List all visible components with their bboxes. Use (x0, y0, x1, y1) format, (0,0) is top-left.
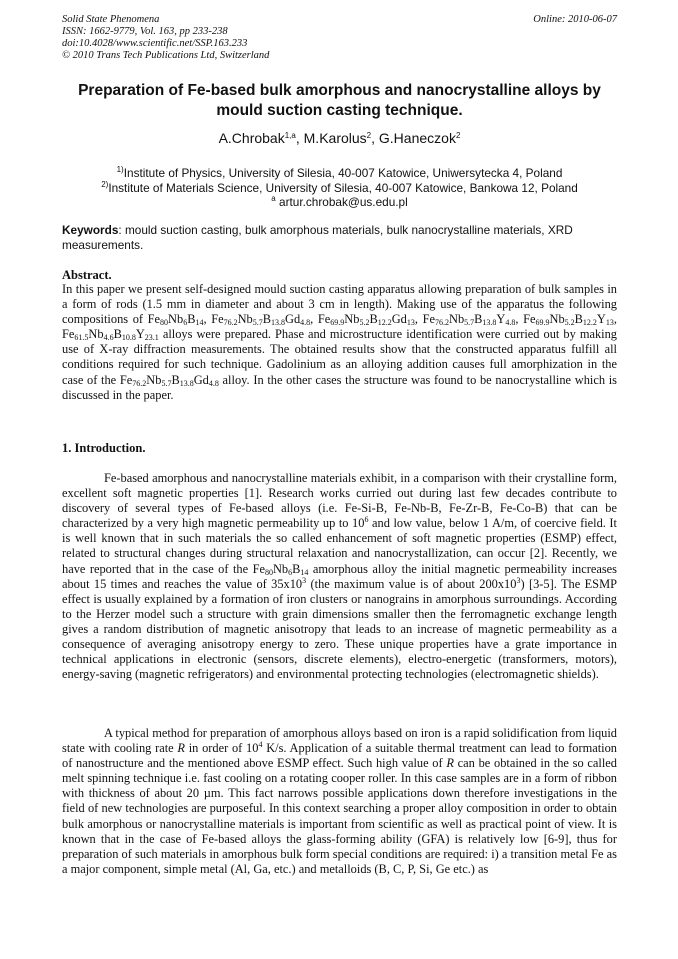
issn-line: ISSN: 1662-9779, Vol. 163, pp 233-238 (62, 26, 228, 37)
element-index: 80 (160, 318, 169, 328)
affiliation-2 (62, 181, 617, 195)
email-address: artur.chrobak@us.edu.pl (275, 195, 408, 209)
element-symbol: Fe (147, 312, 161, 327)
formula-1-repeat (253, 562, 309, 576)
author-list (62, 130, 617, 146)
intro-p1-text-c: amorphous alloy the initial magnetic permeability increases about 15 times and reaches the value of 35x10 (62, 561, 617, 591)
element-symbol: Nb (146, 372, 162, 387)
author-3: , G.Haneczok (371, 130, 456, 146)
element-index: 69.9 (535, 318, 550, 328)
formula-1 (148, 312, 204, 326)
element-index: 5.2 (564, 318, 575, 328)
journal-header (62, 14, 617, 62)
element-index: 6 (288, 567, 293, 577)
intro-p2-text-d: can be obtained in the so called melt spinning technique i.e. fast cooling on a rotating cooper roller. In this case samples are in a form of ribbon with thickness of about 20 µm. This fact narrows possible applications down therefore investigations in the field of new technologies are purposeful. In this context searching a proper alloy composition in order to obtain bulk amorphous or nanocrystalline materials is important from scientific as well as practical point of view. It is known that in the case of Fe-based alloys the glass-forming ability (GFA) is relatively low [6-9], thus for preparation of such materials in amorphous bulk form special conditions are required: i) a transition metal Fe as a major component, simple metal (Al, Ga, etc.) and metalloids (B, C, P, Si, Ge etc.) as (62, 756, 617, 876)
keywords (62, 223, 617, 253)
element-index: 69.9 (330, 318, 345, 328)
doi-line: doi:10.4028/www.scientific.net/SSP.163.233 (62, 38, 248, 49)
element-symbol: Fe (62, 327, 75, 342)
exponent: 4 (258, 740, 263, 750)
element-index: 6 (183, 318, 188, 328)
element-index: 14 (195, 318, 204, 328)
exponent: 3 (516, 575, 521, 585)
element-index: 5.7 (464, 318, 475, 328)
formula-2-repeat (120, 373, 219, 387)
intro-paragraph-2 (62, 726, 617, 877)
affiliation-2-marker: 2) (101, 180, 109, 189)
element-symbol: B (369, 312, 378, 327)
element-symbol: Nb (237, 312, 253, 327)
intro-p2-text-a: A typical method for preparation of amorphous alloys based on iron is a rapid solidification from liquid state with cooling rate (62, 726, 617, 756)
element-symbol: B (574, 312, 583, 327)
separator: , (310, 312, 318, 327)
intro-p2-text-b: in order of 10 (185, 741, 259, 756)
cooling-rate-symbol: R (177, 741, 185, 756)
element-symbol: Y (596, 312, 606, 327)
title-line-1: Preparation of Fe-based bulk amorphous and nanocrystalline alloys by (78, 82, 601, 99)
intro-p1-text-e: ) [3-5]. The ESMP effect is usually explained by a formation of iron clusters or nanograins in amorphous surroundings. According to the Herzer model such a structure with grain dimensions smaller then the ferromagnetic exchange length gives a random distribution of magnetic anisotropy that leads to an increase of magnetic permeability as a consequence of averaging anisotropy energy to zero. These unique properties have a grate importance in technical applications in electronic (sensors, discrete elements), electro-energetic (transformers, motors), energy-saving (magnetic refrigerators) and environmental protecting technologies (electromagnetic shields). (62, 576, 617, 682)
element-index: 4.8 (505, 318, 516, 328)
element-symbol: B (187, 312, 196, 327)
element-index: 4.8 (208, 378, 219, 388)
element-index: 4.6 (103, 333, 114, 343)
element-symbol: Fe (422, 312, 435, 327)
author-2-affil: 2 (366, 131, 372, 140)
separator: , (414, 312, 423, 327)
intro-p2-text-c: K/s. Application of a suitable thermal treatment can lead to formation of nanostructure and the mentioned above ESMP effect. Such high value of (62, 741, 618, 771)
element-symbol: B (474, 312, 483, 327)
element-index: 76.2 (132, 378, 147, 388)
abstract-heading: Abstract. (62, 268, 112, 282)
element-symbol: B (171, 372, 180, 387)
separator: , (613, 312, 617, 327)
email-marker: a (271, 194, 276, 203)
paper-title (62, 81, 617, 121)
abstract-text-3: alloy. In the other cases the structure was found to be nanocrystalline which is discussed in the paper. (62, 372, 617, 402)
copyright-line: © 2010 Trans Tech Publications Ltd, Switzerland (62, 50, 270, 61)
element-index: 61.5 (74, 333, 89, 343)
author-1-affil: 1,a (284, 131, 296, 140)
journal-name: Solid State Phenomena (62, 14, 160, 25)
element-index: 12.2 (377, 318, 392, 328)
element-index: 5.2 (359, 318, 370, 328)
element-index: 80 (264, 567, 273, 577)
intro-p1-text-d: (the maximum value is of about 200x10 (306, 576, 517, 591)
element-symbol: Nb (549, 312, 565, 327)
keywords-label: Keywords (62, 223, 119, 237)
email-line (62, 195, 617, 209)
element-symbol: Gd (285, 312, 301, 327)
keywords-text: : mould suction casting, bulk amorphous materials, bulk nanocrystalline materials, XRD measurements. (62, 223, 573, 252)
element-symbol: Gd (193, 372, 209, 387)
abstract-body (62, 282, 617, 403)
element-symbol: B (113, 327, 122, 342)
element-symbol: Fe (317, 312, 331, 327)
formula-5 (523, 312, 614, 326)
intro-p1-text-b: and low value, below 1 A/m, of coercive field. It is well known that in such materials the so called enhancement of soft magnetic properties (ESMP) effect, related to structural changes during structural relaxation and nanocrystallization, can occur [2]. Recently, we have reported that in the case of the (62, 516, 617, 576)
element-symbol: Nb (344, 312, 360, 327)
element-symbol: Gd (391, 312, 407, 327)
introduction-heading: 1. Introduction. (62, 441, 146, 455)
exponent: 6 (364, 515, 369, 525)
element-index: 5.7 (161, 378, 172, 388)
affiliation-2-text: Institute of Materials Science, University of Silesia, 40-007 Katowice, Bankowa 12, Poland (108, 181, 578, 195)
element-symbol: B (292, 561, 301, 576)
affiliation-1 (62, 166, 617, 180)
element-symbol: Y (135, 327, 145, 342)
element-index: 13 (605, 318, 614, 328)
element-symbol: Fe (119, 372, 133, 387)
separator: , (203, 312, 212, 327)
formula-4 (423, 312, 516, 326)
element-symbol: Nb (88, 327, 104, 342)
element-symbol: B (262, 312, 272, 327)
element-index: 10.8 (121, 333, 136, 343)
title-line-2: mould suction casting technique. (216, 102, 463, 119)
abstract-text-1: In this paper we present self-designed mould suction casting apparatus allowing preparation of bulk samples in a form of rods (1.5 mm in diameter and about 3 cm in length). Making use of the apparatus the following compositions of (62, 282, 617, 327)
element-symbol: Nb (168, 312, 184, 327)
element-index: 5.7 (252, 318, 263, 328)
element-index: 76.2 (223, 318, 238, 328)
intro-paragraph-1 (62, 471, 617, 682)
element-index: 76.2 (435, 318, 449, 328)
intro-p1-text-a: Fe-based amorphous and nanocrystalline materials exhibit, in a comparison with their crystalline form, excellent soft magnetic properties [1]. Research works curried out during last few decades contribute to discovery of several types of Fe-based alloys (i.e. Fe-Si-B, Fe-Nb-B, Fe-Zr-B, Fe-Co-B) that can be characterized by a very high magnetic permeability up to 10 (62, 471, 617, 531)
separator: , (515, 312, 524, 327)
author-2: , M.Karolus (295, 130, 367, 146)
element-index: 13.8 (271, 318, 286, 328)
element-symbol: Nb (272, 561, 289, 576)
author-3-affil: 2 (455, 131, 461, 140)
element-index: 4.8 (300, 318, 311, 328)
element-index: 12.2 (582, 318, 597, 328)
online-date: Online: 2010-06-07 (533, 14, 617, 25)
element-symbol: Y (496, 312, 506, 327)
formula-3 (318, 312, 415, 326)
element-symbol: Fe (523, 312, 536, 327)
element-symbol: Nb (449, 312, 465, 327)
affiliation-1-text: Institute of Physics, University of Silesia, 40-007 Katowice, Uniwersytecka 4, Poland (123, 166, 563, 180)
author-1: A.Chrobak (218, 130, 285, 146)
element-index: 14 (300, 567, 309, 577)
element-index: 23.1 (144, 333, 159, 343)
element-index: 13.8 (482, 318, 497, 328)
formula-6 (62, 327, 159, 341)
cooling-rate-symbol: R (446, 756, 454, 771)
affiliation-1-marker: 1) (116, 165, 124, 174)
element-index: 13.8 (179, 378, 194, 388)
formula-2 (211, 312, 310, 326)
element-index: 13 (406, 318, 415, 328)
abstract-text-2: alloys were prepared. Phase and microstructure identification were curried out by making use of X-ray diffraction measurements. The obtained results show that the constructed apparatus fulfill all conditions required for such technique. Gadolinium as an alloying addition causes full amorphization in the case of the (62, 327, 617, 387)
element-symbol: Fe (252, 561, 265, 576)
element-symbol: Fe (211, 312, 224, 327)
exponent: 3 (302, 575, 307, 585)
